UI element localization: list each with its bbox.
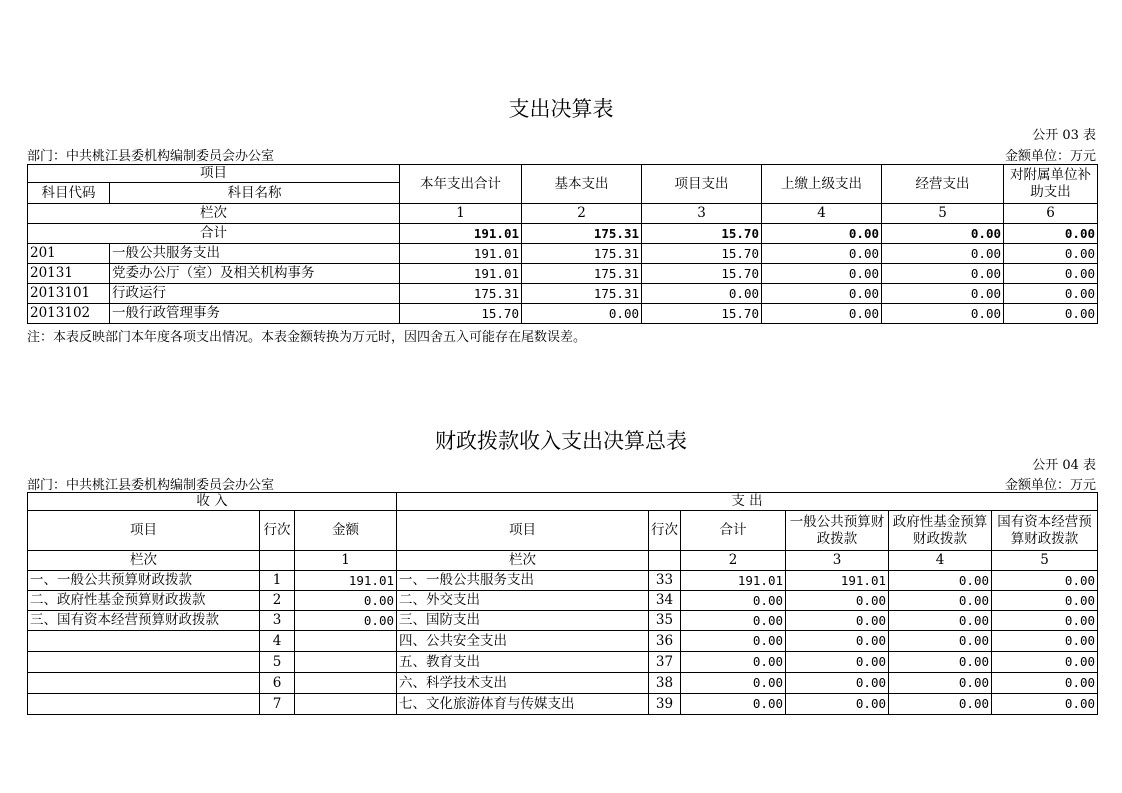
- lanci-num: 5: [992, 551, 1098, 571]
- header-amount: 金额: [295, 511, 397, 551]
- cell-value: 0.00: [882, 244, 1004, 264]
- table1-title: 支出决算表: [508, 97, 614, 121]
- cell-value: 0.00: [786, 631, 889, 652]
- cell-value: 0.00: [889, 571, 992, 591]
- cell-value: 0.00: [786, 611, 889, 631]
- header-col-6: 对附属单位补助支出: [1004, 165, 1098, 204]
- total-value: 191.01: [400, 224, 522, 244]
- table-row: [28, 284, 1098, 304]
- cell-value: 175.31: [400, 284, 522, 304]
- lanci-num: 2: [522, 204, 642, 224]
- header-expense-item: 项目: [397, 511, 649, 551]
- income-row-num: 2: [260, 591, 295, 611]
- subject-name: 一般公共服务支出: [110, 244, 400, 264]
- header-general-budget: 一般公共预算财政拨款: [786, 511, 889, 551]
- income-row-num: 5: [260, 652, 295, 673]
- expense-row-num: 38: [649, 673, 681, 694]
- table1-unit: 金额单位：万元: [1004, 149, 1096, 164]
- header-expense: 支 出: [397, 493, 1098, 511]
- table2-department: 部门：中共桃江县委机构编制委员会办公室: [27, 478, 275, 493]
- empty-cell: [260, 551, 295, 571]
- table-row: [28, 694, 1098, 715]
- subject-name: 党委办公厅（室）及相关机构事务: [110, 264, 400, 284]
- cell-value: 0.00: [992, 673, 1098, 694]
- header-col-2: 基本支出: [522, 165, 642, 204]
- cell-value: 0.00: [762, 264, 882, 284]
- cell-value: 0.00: [681, 652, 786, 673]
- cell-value: 0.00: [882, 304, 1004, 324]
- expense-row-num: 34: [649, 591, 681, 611]
- expense-item: 三、国防支出: [397, 611, 649, 631]
- cell-value: 0.00: [992, 591, 1098, 611]
- income-item: 一、一般公共预算财政拨款: [28, 571, 260, 591]
- table1-department: 部门：中共桃江县委机构编制委员会办公室: [27, 149, 275, 164]
- expense-item: 六、科学技术支出: [397, 673, 649, 694]
- table-row: [28, 304, 1098, 324]
- cell-value: 0.00: [889, 673, 992, 694]
- total-value: 0.00: [1004, 224, 1098, 244]
- expense-row-num: 33: [649, 571, 681, 591]
- cell-value: 0.00: [992, 652, 1098, 673]
- table1-note: 注：本表反映部门本年度各项支出情况。本表金额转换为万元时，因四舍五入可能存在尾数误差。: [27, 330, 587, 345]
- cell-value: 191.01: [400, 244, 522, 264]
- cell-value: 0.00: [1004, 304, 1098, 324]
- income-item: 三、国有资本经营预算财政拨款: [28, 611, 260, 631]
- total-value: 0.00: [882, 224, 1004, 244]
- empty-cell: [649, 551, 681, 571]
- lanci-num: 3: [786, 551, 889, 571]
- total-row: [28, 224, 1098, 244]
- cell-value: 0.00: [681, 611, 786, 631]
- income-item: [28, 631, 260, 652]
- table2-code: 公开 04 表: [1032, 458, 1096, 473]
- table-row: [28, 611, 1098, 631]
- lanci-num: 1: [400, 204, 522, 224]
- header-income-item: 项目: [28, 511, 260, 551]
- header-total: 合计: [681, 511, 786, 551]
- total-value: 15.70: [642, 224, 762, 244]
- cell-value: 15.70: [642, 304, 762, 324]
- income-row-num: 1: [260, 571, 295, 591]
- expense-item: 二、外交支出: [397, 591, 649, 611]
- expense-row-num: 36: [649, 631, 681, 652]
- cell-value: 0.00: [889, 611, 992, 631]
- lanci-num: 6: [1004, 204, 1098, 224]
- header-col-1: 本年支出合计: [400, 165, 522, 204]
- cell-value: 175.31: [522, 284, 642, 304]
- expense-row-num: 37: [649, 652, 681, 673]
- lanci-label: 栏次: [28, 204, 400, 224]
- expenditure-table: [27, 164, 1098, 324]
- cell-value: 0.00: [681, 673, 786, 694]
- cell-value: 0.00: [786, 694, 889, 715]
- expense-item: 一、一般公共服务支出: [397, 571, 649, 591]
- subject-code: 201: [28, 244, 110, 264]
- income-amount: 0.00: [295, 611, 397, 631]
- income-item: [28, 652, 260, 673]
- cell-value: 15.70: [642, 244, 762, 264]
- header-col-5: 经营支出: [882, 165, 1004, 204]
- fiscal-appropriation-table: [27, 492, 1098, 715]
- cell-value: 191.01: [681, 571, 786, 591]
- header-state-capital: 国有资本经营预算财政拨款: [992, 511, 1098, 551]
- cell-value: 0.00: [681, 591, 786, 611]
- expense-row-num: 39: [649, 694, 681, 715]
- cell-value: 175.31: [522, 264, 642, 284]
- income-amount: 0.00: [295, 591, 397, 611]
- cell-value: 0.00: [882, 264, 1004, 284]
- cell-value: 0.00: [762, 304, 882, 324]
- header-col-3: 项目支出: [642, 165, 762, 204]
- expense-row-num: 35: [649, 611, 681, 631]
- total-value: 175.31: [522, 224, 642, 244]
- table2-unit: 金额单位：万元: [1004, 478, 1096, 493]
- cell-value: 0.00: [681, 694, 786, 715]
- total-value: 0.00: [762, 224, 882, 244]
- lanci-label: 栏次: [397, 551, 649, 571]
- table-row: [28, 571, 1098, 591]
- income-row-num: 6: [260, 673, 295, 694]
- subject-code: 2013101: [28, 284, 110, 304]
- cell-value: 0.00: [992, 571, 1098, 591]
- table-row: [28, 673, 1098, 694]
- cell-value: 0.00: [522, 304, 642, 324]
- total-label: 合计: [28, 224, 400, 244]
- income-amount: [295, 673, 397, 694]
- lanci-label: 栏次: [28, 551, 260, 571]
- header-income-row: 行次: [260, 511, 295, 551]
- header-fund-budget: 政府性基金预算财政拨款: [889, 511, 992, 551]
- cell-value: 0.00: [882, 284, 1004, 304]
- cell-value: 191.01: [786, 571, 889, 591]
- cell-value: 0.00: [1004, 264, 1098, 284]
- cell-value: 15.70: [642, 264, 762, 284]
- cell-value: 0.00: [762, 284, 882, 304]
- cell-value: 0.00: [889, 631, 992, 652]
- subject-code: 2013102: [28, 304, 110, 324]
- cell-value: 0.00: [889, 652, 992, 673]
- income-amount: 191.01: [295, 571, 397, 591]
- header-col-4: 上缴上级支出: [762, 165, 882, 204]
- cell-value: 15.70: [400, 304, 522, 324]
- cell-value: 0.00: [992, 694, 1098, 715]
- header-name: 科目名称: [110, 183, 400, 204]
- income-amount: [295, 694, 397, 715]
- header-code: 科目代码: [28, 183, 110, 204]
- income-amount: [295, 631, 397, 652]
- cell-value: 175.31: [522, 244, 642, 264]
- expense-item: 四、公共安全支出: [397, 631, 649, 652]
- subject-name: 行政运行: [110, 284, 400, 304]
- cell-value: 0.00: [642, 284, 762, 304]
- cell-value: 0.00: [762, 244, 882, 264]
- cell-value: 0.00: [786, 652, 889, 673]
- income-row-num: 4: [260, 631, 295, 652]
- income-row-num: 7: [260, 694, 295, 715]
- lanci-num: 2: [681, 551, 786, 571]
- table1-code: 公开 03 表: [1032, 128, 1096, 143]
- lanci-num: 5: [882, 204, 1004, 224]
- subject-name: 一般行政管理事务: [110, 304, 400, 324]
- income-row-num: 3: [260, 611, 295, 631]
- cell-value: 0.00: [786, 673, 889, 694]
- expense-item: 五、教育支出: [397, 652, 649, 673]
- cell-value: 191.01: [400, 264, 522, 284]
- expense-item: 七、文化旅游体育与传媒支出: [397, 694, 649, 715]
- lanci-num: 4: [889, 551, 992, 571]
- header-expense-row: 行次: [649, 511, 681, 551]
- cell-value: 0.00: [992, 631, 1098, 652]
- cell-value: 0.00: [992, 611, 1098, 631]
- header-item: 项目: [28, 165, 400, 183]
- income-item: [28, 673, 260, 694]
- cell-value: 0.00: [1004, 284, 1098, 304]
- income-item: [28, 694, 260, 715]
- subject-code: 20131: [28, 264, 110, 284]
- cell-value: 0.00: [681, 631, 786, 652]
- cell-value: 0.00: [889, 694, 992, 715]
- table-row: [28, 244, 1098, 264]
- cell-value: 0.00: [786, 591, 889, 611]
- lanci-num: 1: [295, 551, 397, 571]
- income-item: 二、政府性基金预算财政拨款: [28, 591, 260, 611]
- table2-title: 财政拨款收入支出决算总表: [435, 429, 687, 453]
- table-row: [28, 591, 1098, 611]
- table-row: [28, 264, 1098, 284]
- cell-value: 0.00: [889, 591, 992, 611]
- income-amount: [295, 652, 397, 673]
- lanci-num: 4: [762, 204, 882, 224]
- table-row: [28, 652, 1098, 673]
- lanci-num: 3: [642, 204, 762, 224]
- cell-value: 0.00: [1004, 244, 1098, 264]
- header-income: 收 入: [28, 493, 397, 511]
- table-row: [28, 631, 1098, 652]
